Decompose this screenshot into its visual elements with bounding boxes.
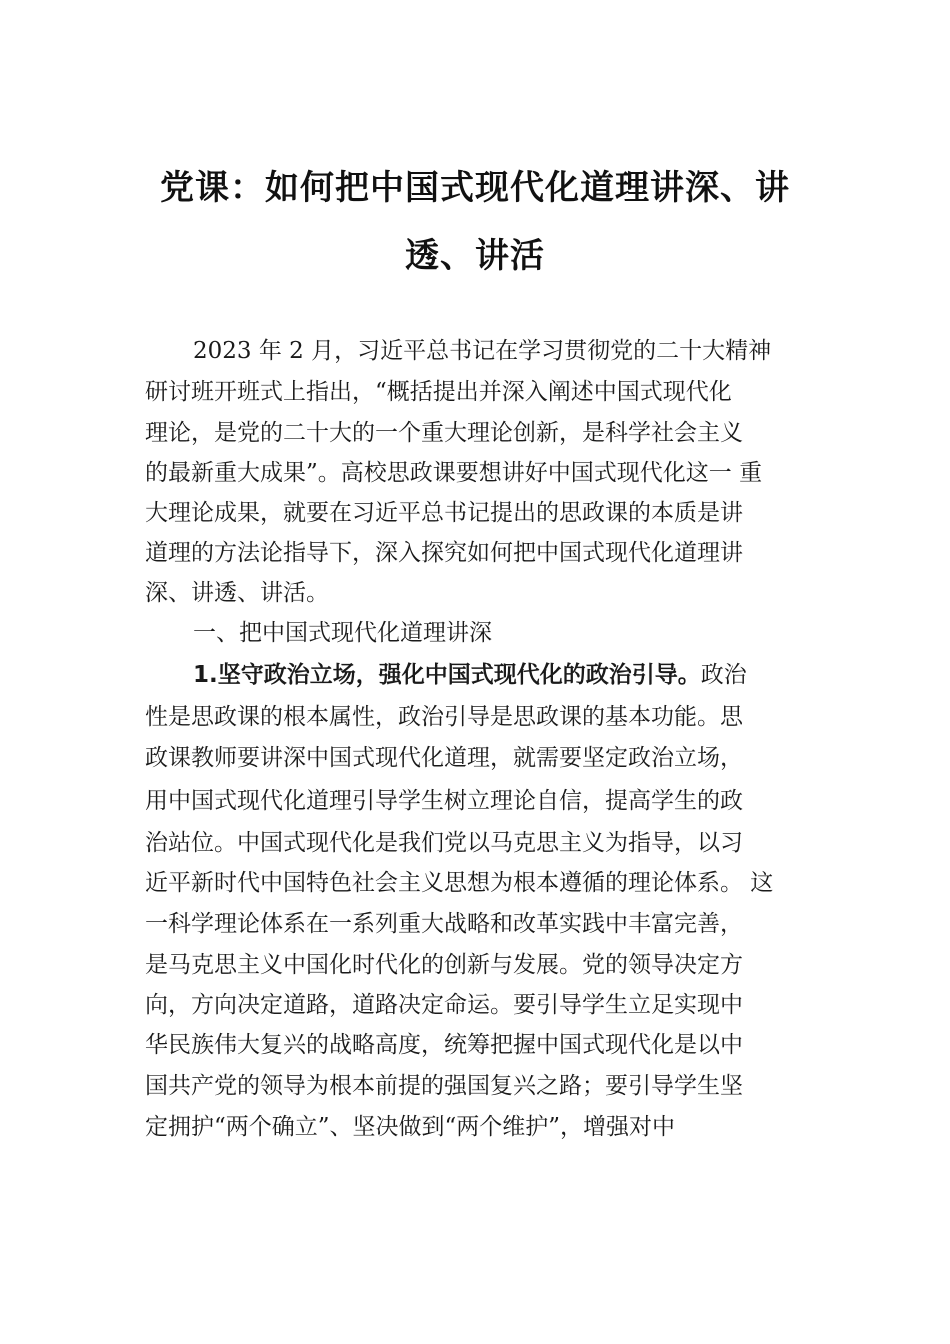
document-title-line-2: 透、讲活 [405, 236, 545, 276]
body-line-7: 深、讲透、讲活。 [145, 580, 329, 606]
body-line-17: 华民族伟大复兴的战略高度，统筹把握中国式现代化是以中 [145, 1032, 743, 1058]
body-line-5: 大理论成果，就要在习近平总书记提出的思政课的本质是讲 [145, 500, 743, 526]
body-line-15: 是马克思主义中国化时代化的创新与发展。党的领导决定方 [145, 952, 743, 978]
document-title-line-1: 党课：如何把中国式现代化道理讲深、讲 [160, 168, 790, 208]
body-line-13: 近平新时代中国特色社会主义思想为根本遵循的理论体系。 这 [145, 870, 774, 896]
body-line-16: 向，方向决定道路，道路决定命运。要引导学生立足实现中 [145, 992, 743, 1018]
body-line-10: 政课教师要讲深中国式现代化道理，就需要坚定政治立场， [145, 745, 743, 771]
body-line-11: 用中国式现代化道理引导学生树立理论自信，提高学生的政 [145, 788, 743, 814]
body-line-3: 理论，是党的二十大的一个重大理论创新，是科学社会主义 [145, 420, 743, 446]
body-line-18: 国共产党的领导为根本前提的强国复兴之路；要引导学生坚 [145, 1073, 743, 1099]
body-line-19: 定拥护“两个确立”、坚决做到“两个维护”，增强对中 [145, 1114, 676, 1140]
body-line-4: 的最新重大成果”。高校思政课要想讲好中国式现代化这一 重 [145, 460, 763, 486]
body-line-1: 2023 年 2 月，习近平总书记在学习贯彻党的二十大精神 [193, 338, 772, 364]
subsection-heading-line [193, 660, 747, 690]
subsection-heading-tail: 政治 [700, 662, 747, 688]
body-line-9: 性是思政课的根本属性，政治引导是思政课的基本功能。思 [145, 704, 743, 730]
subsection-heading-bold: 1.坚守政治立场，强化中国式现代化的政治引导。 [193, 662, 701, 688]
body-line-2: 研讨班开班式上指出，“概括提出并深入阐述中国式现代化 [145, 379, 732, 405]
body-line-6: 道理的方法论指导下，深入探究如何把中国式现代化道理讲 [145, 540, 743, 566]
section-heading-1: 一、把中国式现代化道理讲深 [193, 620, 492, 646]
body-line-12: 治站位。中国式现代化是我们党以马克思主义为指导，以习 [145, 830, 743, 856]
body-line-14: 一科学理论体系在一系列重大战略和改革实践中丰富完善， [145, 911, 743, 937]
